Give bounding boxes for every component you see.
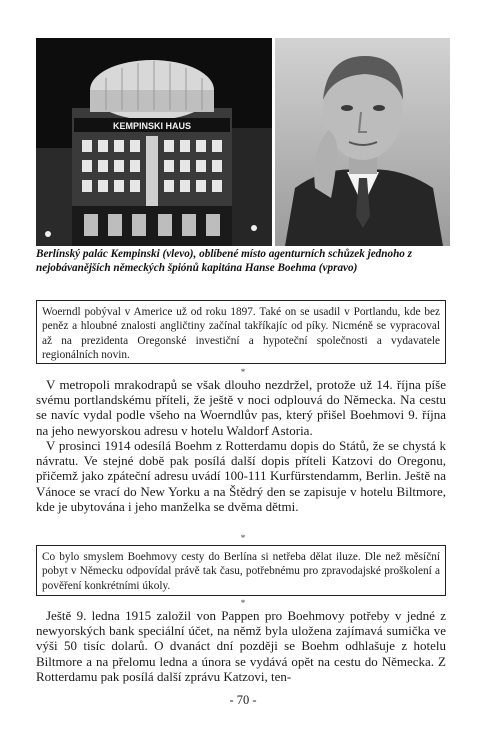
boehm-portrait-illustration bbox=[275, 38, 450, 246]
sidebar-box-purpose: Co bylo smyslem Boehmovy cesty do Berlína si netřeba dělat iluze. Dle než měsíční pobyt v Německu odpovídal právě tak času, potřebnému pro zpravodajské proškolení a pověření konkrétními úkoly. bbox=[36, 545, 446, 596]
photo-caption: Berlínský palác Kempinski (vlevo), oblíbené místo agenturních schůzek jednoho z nejobávanějších německých špiónů kapitána Hanse Boehma (vpravo) bbox=[36, 248, 413, 275]
section-separator: * bbox=[240, 367, 246, 377]
paragraph-1: V metropoli mrakodrapů se však dlouho nezdržel, protože už 14. října píše svému portlandskému příteli, že ještě v noci odplouvá do Německa. Na cestu se navíc vydal podle všeho na Woerndlův pas, který přišel Boehmovi 9. října na jeho newyorskou adresu v hotelu Waldorf Astoria. bbox=[36, 377, 446, 438]
boehm-portrait-photo bbox=[275, 38, 450, 246]
kempinski-building-photo bbox=[36, 38, 272, 246]
sidebar-box-woerndl: Woerndl pobýval v Americe už od roku 1897. Také on se usadil v Portlandu, kde bez peněz a hloubné znalosti angličtiny začínal takříkajíc od píky. Nicméně se vypracoval až na prezidenta Oregonské investiční a hypoteční společnosti a vydavatele regionálních novin. bbox=[36, 300, 446, 364]
paragraph-3: Ještě 9. ledna 1915 založil von Pappen pro Boehmovy potřeby v jedné z newyorských bank speciální účet, na němž byla uložena zajímavá sumička ve výši 50 tisíc dolarů. O dvanáct dní později se Boehm odhlašuje z hotelu Biltmore a na přelomu ledna a února se vydává opět na cestu do Německa. Z Rotterdamu pak posílá další zprávu Katzovi, ten- bbox=[36, 608, 446, 684]
paragraph-2: V prosinci 1914 odesílá Boehm z Rotterdamu dopis do Států, že se chystá k návratu. Ve stejné době pak posílá další dopis příteli Katzovi do Oregonu, přičemž jako zpáteční adresu uvádí 100-111 Kurfürstendamm, Berlin. Ještě na Vánoce se vrací do New Yorku a na Štědrý den se zapisuje v hotelu Biltmore, kde je ubytována i jeho manželka se dvěma dětmi. bbox=[36, 438, 446, 514]
section-separator: * bbox=[240, 533, 246, 543]
page-number: - 70 - bbox=[229, 693, 257, 707]
section-separator: * bbox=[240, 598, 246, 608]
kempinski-sign-text: KEMPINSKI HAUS bbox=[112, 121, 192, 131]
kempinski-building-illustration bbox=[36, 38, 272, 246]
